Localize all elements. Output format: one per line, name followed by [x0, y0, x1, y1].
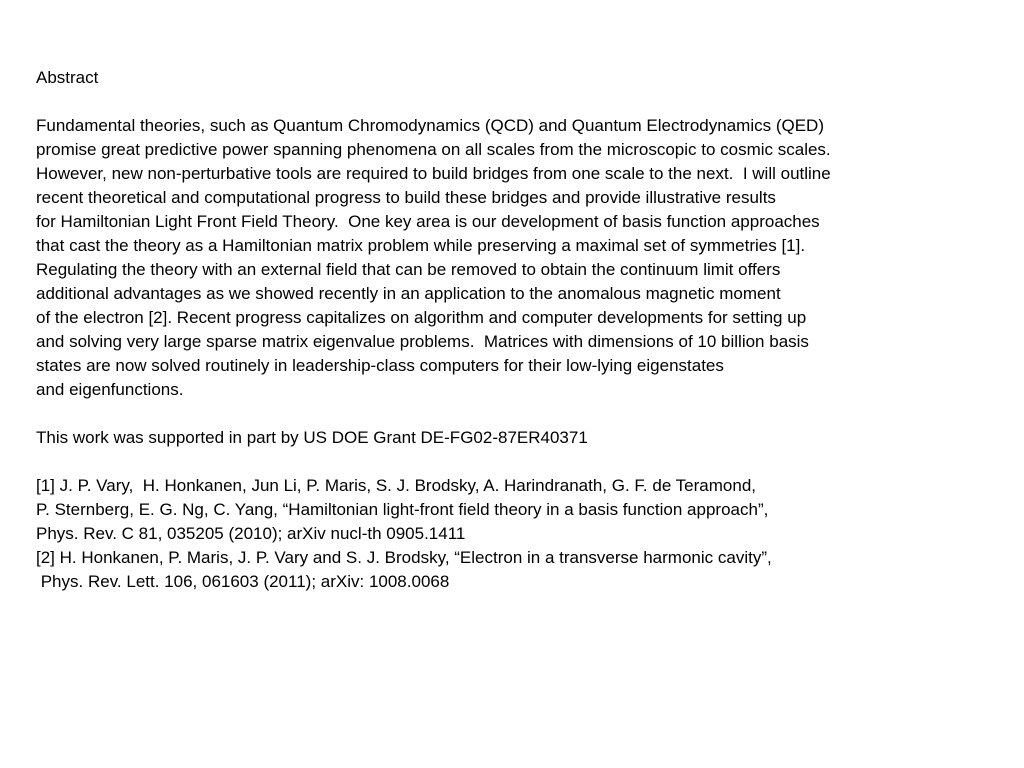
abstract-line: of the electron [2]. Recent progress capitalizes on algorithm and computer developments for setting up: [36, 308, 807, 327]
abstract-line: However, new non-perturbative tools are required to build bridges from one scale to the next. I will outline: [36, 164, 831, 183]
funding-statement: This work was supported in part by US DOE Grant DE-FG02-87ER40371: [36, 428, 588, 447]
reference-line: [2] H. Honkanen, P. Maris, J. P. Vary and S. J. Brodsky, “Electron in a transverse harmonic cavity”,: [36, 548, 772, 567]
reference-line: Phys. Rev. C 81, 035205 (2010); arXiv nucl-th 0905.1411: [36, 524, 466, 543]
references-list: [36, 474, 996, 594]
abstract-line: that cast the theory as a Hamiltonian matrix problem while preserving a maximal set of symmetries [1].: [36, 236, 806, 255]
reference-item: [36, 546, 996, 594]
abstract-line: and eigenfunctions.: [36, 380, 184, 399]
abstract-line: and solving very large sparse matrix eigenvalue problems. Matrices with dimensions of 10 billion basis: [36, 332, 809, 351]
abstract-heading: Abstract: [36, 68, 99, 87]
abstract-line: states are now solved routinely in leadership-class computers for their low-lying eigenstates: [36, 356, 724, 375]
abstract-line: Regulating the theory with an external field that can be removed to obtain the continuum limit offers: [36, 260, 781, 279]
abstract-line: recent theoretical and computational progress to build these bridges and provide illustrative results: [36, 188, 776, 207]
spacer: [36, 450, 996, 474]
spacer: [36, 90, 996, 114]
reference-line: P. Sternberg, E. G. Ng, C. Yang, “Hamiltonian light-front field theory in a basis function approach”,: [36, 500, 769, 519]
abstract-line: for Hamiltonian Light Front Field Theory. One key area is our development of basis function approaches: [36, 212, 820, 231]
abstract-line: promise great predictive power spanning phenomena on all scales from the microscopic to cosmic scales.: [36, 140, 831, 159]
document-page: [36, 66, 996, 594]
abstract-line: additional advantages as we showed recently in an application to the anomalous magnetic moment: [36, 284, 781, 303]
reference-line: [1] J. P. Vary, H. Honkanen, Jun Li, P. Maris, S. J. Brodsky, A. Harindranath, G. F. de Teramond,: [36, 476, 757, 495]
reference-item: [36, 474, 996, 546]
abstract-body: [36, 114, 996, 402]
reference-line: Phys. Rev. Lett. 106, 061603 (2011); arXiv: 1008.0068: [36, 572, 450, 591]
abstract-line: Fundamental theories, such as Quantum Chromodynamics (QCD) and Quantum Electrodynamics (QED): [36, 116, 824, 135]
spacer: [36, 402, 996, 426]
